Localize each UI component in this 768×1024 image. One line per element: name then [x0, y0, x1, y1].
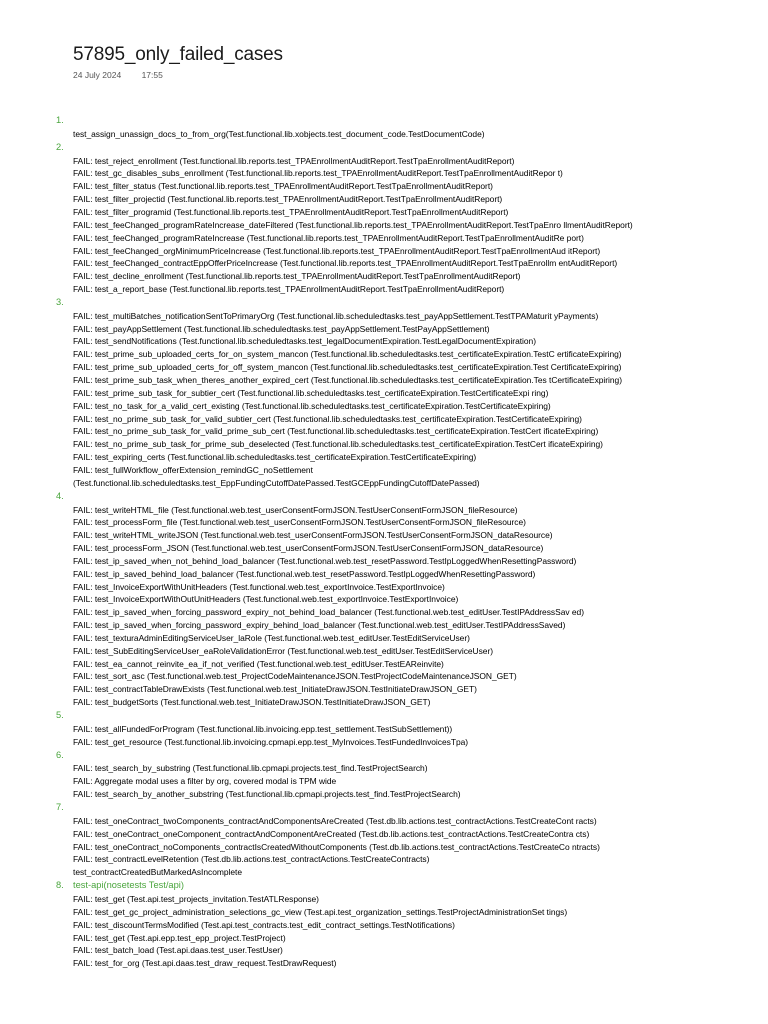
page-time: 17:55: [141, 70, 163, 80]
test-case-line: FAIL: test_contractLevelRetention (Test.db.lib.actions.test_contractActions.TestCreateContracts): [73, 854, 430, 865]
section-heading: [56, 801, 761, 815]
section-label: test-api(nosetests Test/api): [73, 880, 184, 891]
test-case-line: FAIL: test_search_by_substring (Test.functional.lib.cpmapi.projects.test_find.TestProjectSearch): [73, 763, 428, 774]
section-number: 3.: [56, 296, 64, 307]
page-date: 24 July 2024: [73, 70, 122, 80]
page-meta: [73, 70, 163, 80]
test-case-line: FAIL: test_InvoiceExportWithUnitHeaders (Test.functional.web.test_exportInvoice.TestExportInvoice): [73, 581, 445, 592]
test-case-line: FAIL: test_oneContract_twoComponents_contractAndComponentsAreCreated (Test.db.lib.actions.test_contractActions.TestCreateCont racts): [73, 815, 597, 826]
test-case-line: FAIL: test_prime_sub_task_for_subtier_cert (Test.functional.lib.scheduledtasks.test_certificateExpiration.TestCertificateExpi ring): [73, 387, 549, 398]
section-number: 8.: [56, 880, 64, 891]
test-case-line: FAIL: test_ip_saved_when_forcing_password_expiry_not_behind_load_balancer (Test.functional.web.test_editUser.TestIPAddressSav ed): [73, 607, 584, 618]
test-case-line: FAIL: test_no_prime_sub_task_for_prime_sub_deselected (Test.functional.lib.scheduledtasks.test_certificateExpiration.TestCert ificateExpiring): [73, 439, 603, 450]
test-case-line: FAIL: test_decline_enrollment (Test.functional.lib.reports.test_TPAEnrollmentAuditReport.TestTpaEnrollmentAuditReport): [73, 271, 521, 282]
test-case-line: (Test.functional.lib.scheduledtasks.test_EppFundingCutoffDatePassed.TestGCEppFundingCutoffDatePassed): [73, 477, 480, 488]
test-case-line: FAIL: test_prime_sub_uploaded_certs_for_on_system_mancon (Test.functional.lib.scheduledtasks.test_certificateExpiration.TestC ertificateExpiring): [73, 349, 622, 360]
test-case-line: FAIL: test_oneContract_noComponents_contractIsCreatedWithoutComponents (Test.db.lib.actions.test_contractActions.TestCreateCo ntracts): [73, 841, 600, 852]
list-section: [56, 296, 761, 490]
test-case-line: FAIL: test_gc_disables_subs_enrollment (Test.functional.lib.reports.test_TPAEnrollmentAuditReport.TestTpaEnrollmentAuditRepor t): [73, 168, 563, 179]
test-case-line: FAIL: test_SubEditingServiceUser_eaRoleValidationError (Test.functional.web.test_editUser.TestEditServiceUser): [73, 645, 494, 656]
test-case-line: FAIL: test_sort_asc (Test.functional.web.test_ProjectCodeMaintenanceJSON.TestProjectCodeMaintenanceJSON_GET): [73, 671, 517, 682]
list-section: [56, 749, 761, 801]
test-case-line: FAIL: test_filter_programid (Test.functional.lib.reports.test_TPAEnrollmentAuditReport.TestTpaEnrollmentAuditReport): [73, 207, 509, 217]
test-case-line: FAIL: test_contractTableDrawExists (Test.functional.web.test_InitiateDrawJSON.TestInitiateDrawJSON_GET): [73, 684, 477, 695]
test-case-line: FAIL: test_budgetSorts (Test.functional.web.test_InitiateDrawJSON.TestInitiateDrawJSON_GET): [73, 697, 431, 708]
note-content: [56, 114, 761, 970]
test-case-line: FAIL: test_get (Test.api.epp.test_epp_project.TestProject): [73, 932, 286, 943]
section-heading: [56, 296, 761, 310]
test-case-line: FAIL: test_expiring_certs (Test.functional.lib.scheduledtasks.test_certificateExpiration.TestCertificateExpiring): [73, 452, 477, 463]
test-case-line: FAIL: test_fullWorkflow_offerExtension_remindGC_noSettlement: [73, 464, 313, 475]
section-heading: [56, 709, 761, 723]
test-case-line: FAIL: test_for_org (Test.api.daas.test_draw_request.TestDrawRequest): [73, 958, 337, 969]
list-section: [56, 801, 761, 879]
section-number: 4.: [56, 490, 64, 501]
test-case-line: FAIL: test_ip_saved_behind_load_balancer (Test.functional.web.test_resetPassword.TestIpLoggedWhenResettingPassword): [73, 568, 536, 579]
test-case-line: FAIL: test_a_report_base (Test.functional.lib.reports.test_TPAEnrollmentAuditReport.TestTpaEnrollmentAuditReport): [73, 284, 505, 295]
list-section: [56, 141, 761, 296]
test-case-line: FAIL: test_texturaAdminEditingServiceUser_laRole (Test.functional.web.test_editUser.TestEditServiceUser): [73, 632, 470, 643]
test-case-line: FAIL: test_allFundedForProgram (Test.functional.lib.invoicing.epp.test_settlement.TestSubSettlement)): [73, 723, 453, 734]
page-title: 57895_only_failed_cases: [73, 44, 283, 65]
test-case-line: FAIL: test_multiBatches_notificationSentToPrimaryOrg (Test.functional.lib.scheduledtasks.test_payAppSettlement.TestTPAMaturit yPayments): [73, 310, 599, 321]
section-number: 1.: [56, 115, 64, 125]
test-case-line: FAIL: test_InvoiceExportWithOutUnitHeaders (Test.functional.web.test_exportInvoice.TestExportInvoice): [73, 594, 459, 605]
test-case-line: FAIL: test_writeHTML_writeJSON (Test.functional.web.test_userConsentFormJSON.TestUserConsentFormJSON_dataResource): [73, 530, 553, 541]
test-case-line: FAIL: test_writeHTML_file (Test.functional.web.test_userConsentFormJSON.TestUserConsentFormJSON_fileResource): [73, 504, 518, 515]
test-case-line: FAIL: test_feeChanged_orgMinimumPriceIncrease (Test.functional.lib.reports.test_TPAEnrollmentAuditReport.TestTpaEnrollmentAud itReport): [73, 245, 601, 256]
test-case-line: FAIL: test_get_resource (Test.functional.lib.invoicing.cpmapi.epp.test_MyInvoices.TestFundedInvoicesTpa): [73, 736, 469, 747]
test-case-line: FAIL: test_feeChanged_programRateIncrease (Test.functional.lib.reports.test_TPAEnrollmentAuditReport.TestTpaEnrollmentAuditRe port): [73, 232, 584, 243]
test-case-line: FAIL: test_feeChanged_programRateIncrease_dateFiltered (Test.functional.lib.reports.test_TPAEnrollmentAuditReport.TestTpaEnro llmentAuditReport): [73, 219, 633, 230]
test-case-line: FAIL: test_ip_saved_when_forcing_password_expiry_behind_load_balancer (Test.functional.web.test_editUser.TestIPAddressSaved): [73, 620, 566, 631]
test-case-line: FAIL: test_processForm_file (Test.functional.web.test_userConsentFormJSON.TestUserConsentFormJSON_fileResource): [73, 517, 526, 528]
test-case-line: FAIL: test_get (Test.api.test_projects_invitation.TestATLResponse): [73, 894, 319, 904]
section-number: 2.: [56, 141, 64, 152]
test-case-line: FAIL: test_search_by_another_substring (Test.functional.lib.cpmapi.projects.test_find.TestProjectSearch): [73, 789, 461, 800]
section-number: 6.: [56, 749, 64, 760]
section-heading: [56, 141, 761, 155]
test-case-line: test_contractCreatedButMarkedAsIncomplete: [73, 867, 243, 878]
list-section: [56, 879, 761, 970]
test-case-line: FAIL: test_oneContract_oneComponent_contractAndComponentAreCreated (Test.db.lib.actions.test_contractActions.TestCreateContra cts): [73, 828, 590, 839]
test-case-line: FAIL: test_payAppSettlement (Test.functional.lib.scheduledtasks.test_payAppSettlement.TestPayAppSettlement): [73, 323, 490, 334]
test-case-line: FAIL: test_ip_saved_when_not_behind_load_balancer (Test.functional.web.test_resetPassword.TestIpLoggedWhenResettingPassword): [73, 555, 577, 566]
list-section: [56, 114, 761, 141]
test-case-line: FAIL: test_batch_load (Test.api.daas.test_user.TestUser): [73, 945, 283, 956]
test-case-line: FAIL: test_ea_cannot_reinvite_ea_if_not_verified (Test.functional.web.test_editUser.TestEAReinvite): [73, 658, 444, 669]
test-case-line: FAIL: test_filter_projectid (Test.functional.lib.reports.test_TPAEnrollmentAuditReport.TestTpaEnrollmentAuditReport): [73, 194, 503, 205]
test-case-line: FAIL: Aggregate modal uses a filter by org, covered modal is TPM wide: [73, 776, 337, 787]
test-case-line: FAIL: test_reject_enrollment (Test.functional.lib.reports.test_TPAEnrollmentAuditReport.TestTpaEnrollmentAuditReport): [73, 155, 515, 166]
section-heading: [56, 879, 761, 893]
test-case-line: FAIL: test_sendNotifications (Test.functional.lib.scheduledtasks.test_legalDocumentExpiration.TestLegalDocumentExpiration): [73, 336, 536, 347]
test-case-line: FAIL: test_prime_sub_task_when_theres_another_expired_cert (Test.functional.lib.scheduledtasks.test_certificateExpiration.Tes tCertificateExpiring): [73, 375, 623, 386]
test-case-line: FAIL: test_no_prime_sub_task_for_valid_prime_sub_cert (Test.functional.lib.scheduledtasks.test_certificateExpiration.TestCert ificateExpiring): [73, 426, 599, 437]
test-case-line: FAIL: test_processForm_JSON (Test.functional.web.test_userConsentFormJSON.TestUserConsentFormJSON_dataResource): [73, 543, 544, 554]
section-number: 7.: [56, 802, 64, 812]
test-case-line: FAIL: test_no_prime_sub_task_for_valid_subtier_cert (Test.functional.lib.scheduledtasks.test_certificateExpiration.TestCertificateExpiring): [73, 413, 582, 424]
test-case-line: FAIL: test_get_gc_project_administration_selections_gc_view (Test.api.test_organization_settings.TestProjectAdministrationSet tings): [73, 906, 568, 917]
test-case-line: FAIL: test_filter_status (Test.functional.lib.reports.test_TPAEnrollmentAuditReport.TestTpaEnrollmentAuditReport): [73, 181, 493, 192]
test-case-line: FAIL: test_no_task_for_a_valid_cert_existing (Test.functional.lib.scheduledtasks.test_certificateExpiration.TestCertificateExpiring): [73, 400, 551, 411]
section-heading: [56, 114, 761, 128]
test-case-line: FAIL: test_feeChanged_contractEppOfferPriceIncrease (Test.functional.lib.reports.test_TPAEnrollmentAuditReport.TestTpaEnrollm entAuditReport): [73, 258, 618, 269]
test-case-line: FAIL: test_discountTermsModified (Test.api.test_contracts.test_edit_contract_settings.TestNotifications): [73, 919, 455, 930]
section-heading: [56, 749, 761, 763]
list-section: [56, 490, 761, 709]
test-case-line: FAIL: test_prime_sub_uploaded_certs_for_off_system_mancon (Test.functional.lib.scheduledtasks.test_certificateExpiration.Test CertificateExpiring): [73, 362, 622, 373]
section-heading: [56, 490, 761, 504]
test-case-line: test_assign_unassign_docs_to_from_org(Test.functional.lib.xobjects.test_document_code.TestDocumentCode): [73, 128, 485, 139]
section-number: 5.: [56, 710, 64, 720]
list-section: [56, 709, 761, 749]
